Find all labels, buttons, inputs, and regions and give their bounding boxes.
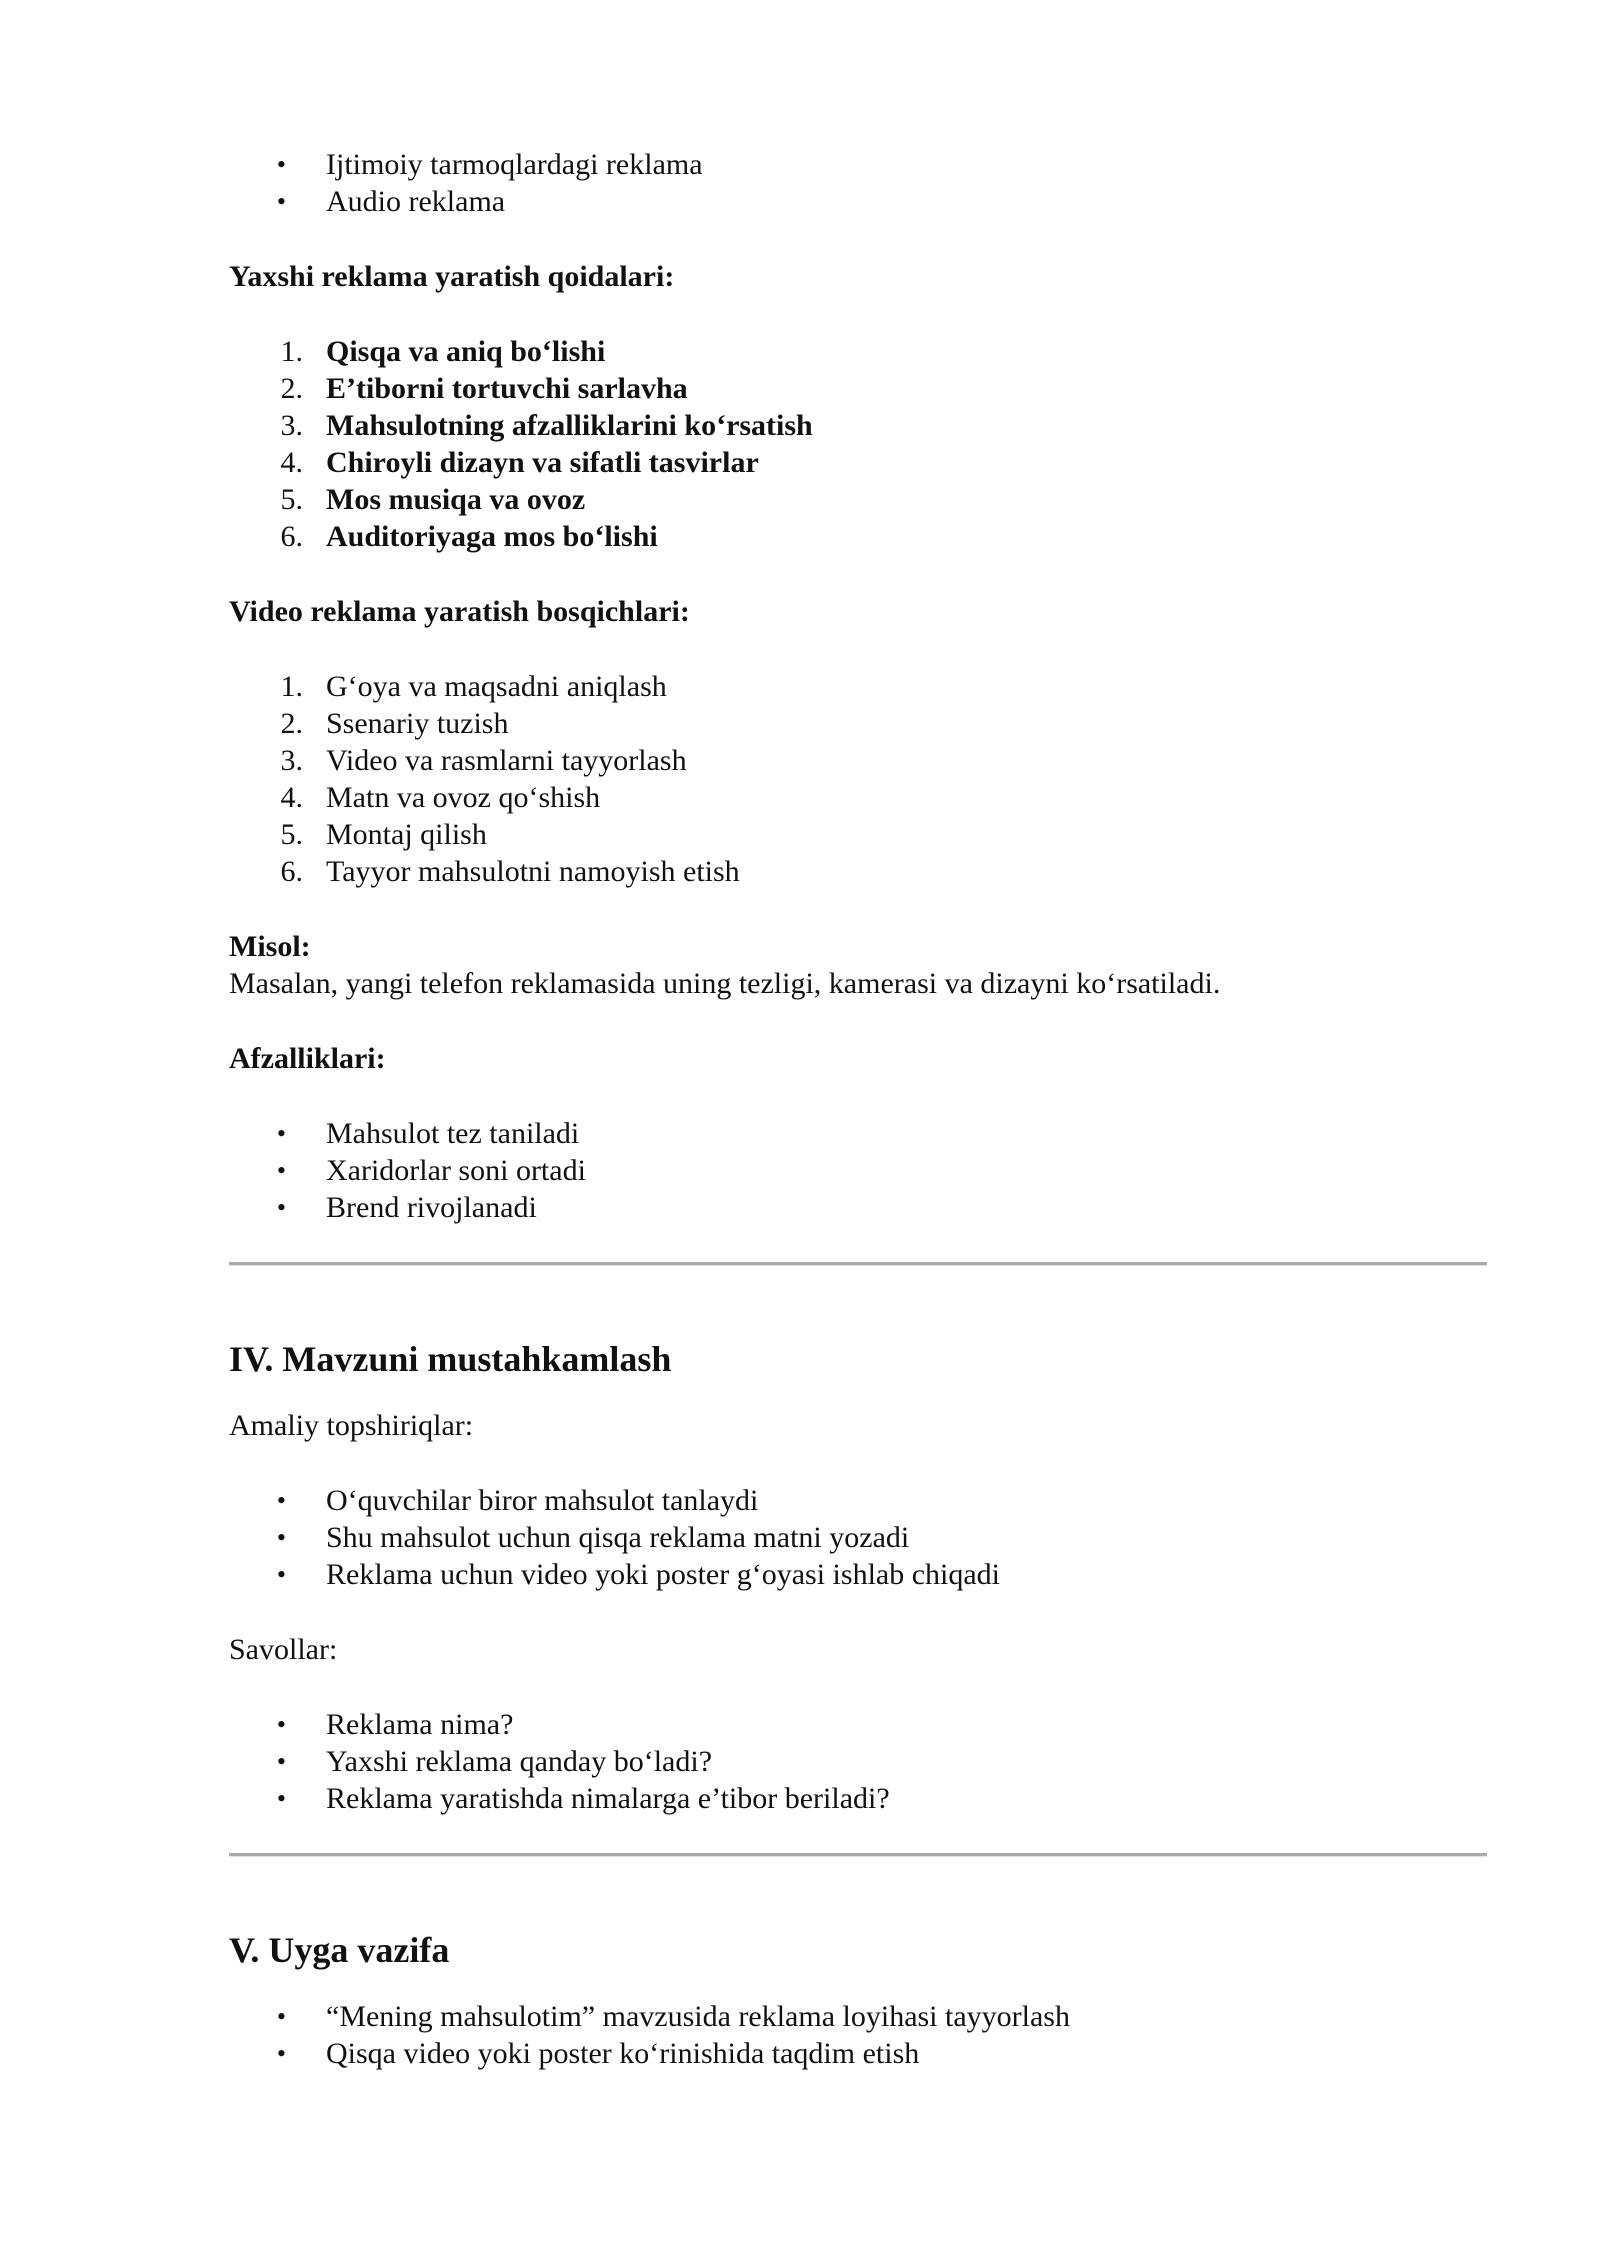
list-item: [229, 370, 1487, 407]
list-item: [229, 1556, 1487, 1593]
list-item: [229, 1706, 1487, 1743]
list-item-text: Reklama yaratishda nimalarga e’tibor beriladi?: [326, 1782, 890, 1815]
advantages-heading: Afzalliklari:: [229, 1042, 386, 1075]
number-marker: 1.: [280, 670, 303, 703]
list-item: [229, 1780, 1487, 1817]
list-item: [229, 779, 1487, 816]
list-item: [229, 853, 1487, 890]
number-marker: 2.: [280, 372, 303, 405]
list-item: [229, 668, 1487, 705]
list-item: [229, 407, 1487, 444]
bullet-marker: •: [276, 1560, 286, 1589]
number-marker: 4.: [280, 446, 303, 479]
list-item: [229, 333, 1487, 370]
list-item: [229, 444, 1487, 481]
rules-numbered-list: [229, 333, 1487, 555]
example-text: Masalan, yangi telefon reklamasida uning tezligi, kamerasi va dizayni ko‘rsatiladi.: [229, 967, 1221, 1000]
number-marker: 4.: [280, 781, 303, 814]
bullet-marker: •: [276, 2002, 286, 2031]
list-item-text: Auditoriyaga mos bo‘lishi: [326, 520, 658, 553]
list-item-text: O‘quvchilar biror mahsulot tanlaydi: [326, 1484, 759, 1517]
homework-bullet-list: [229, 1998, 1487, 2072]
rules-heading: Yaxshi reklama yaratish qoidalari:: [229, 260, 675, 293]
list-item-text: Reklama nima?: [326, 1708, 514, 1741]
list-item-text: Tayyor mahsulotni namoyish etish: [326, 855, 740, 888]
advantages-bullet-list: [229, 1115, 1487, 1226]
list-item-text: Mahsulotning afzalliklarini ko‘rsatish: [326, 409, 813, 442]
list-item-text: Xaridorlar soni ortadi: [326, 1154, 586, 1187]
number-marker: 2.: [280, 707, 303, 740]
list-item-text: Montaj qilish: [326, 818, 487, 851]
list-item: [229, 816, 1487, 853]
list-item: [229, 481, 1487, 518]
list-item: [229, 518, 1487, 555]
number-marker: 1.: [280, 335, 303, 368]
list-item: [229, 1519, 1487, 1556]
number-marker: 6.: [280, 855, 303, 888]
bullet-marker: •: [276, 1119, 286, 1148]
bullet-marker: •: [276, 1486, 286, 1515]
list-item: [229, 1152, 1487, 1189]
list-item-text: Audio reklama: [326, 185, 506, 218]
section-iv-title: IV. Mavzuni mustahkamlash: [229, 1339, 672, 1379]
section-v-title: V. Uyga vazifa: [229, 1930, 450, 1970]
bullet-marker: •: [276, 1193, 286, 1222]
list-item: [229, 183, 1487, 220]
list-item: [229, 1743, 1487, 1780]
list-item-text: “Mening mahsulotim” mavzusida reklama loyihasi tayyorlash: [326, 2000, 1070, 2033]
bullet-marker: •: [276, 2039, 286, 2068]
number-marker: 5.: [280, 818, 303, 851]
top-bullet-list: [229, 146, 1487, 220]
list-item-text: Brend rivojlanadi: [326, 1191, 537, 1224]
questions-bullet-list: [229, 1706, 1487, 1817]
list-item: [229, 146, 1487, 183]
number-marker: 5.: [280, 483, 303, 516]
document-page: [229, 146, 1487, 2072]
list-item-text: Matn va ovoz qo‘shish: [326, 781, 601, 814]
tasks-label: Amaliy topshiriqlar:: [229, 1409, 474, 1442]
list-item: [229, 1482, 1487, 1519]
bullet-marker: •: [276, 1784, 286, 1813]
list-item-text: Mos musiqa va ovoz: [326, 483, 586, 516]
list-item: [229, 1189, 1487, 1226]
list-item-text: Ijtimoiy tarmoqlardagi reklama: [326, 148, 703, 181]
bullet-marker: •: [276, 1710, 286, 1739]
tasks-bullet-list: [229, 1482, 1487, 1593]
list-item: [229, 742, 1487, 779]
number-marker: 3.: [280, 409, 303, 442]
list-item-text: E’tiborni tortuvchi sarlavha: [326, 372, 688, 405]
bullet-marker: •: [276, 187, 286, 216]
list-item-text: Shu mahsulot uchun qisqa reklama matni yozadi: [326, 1521, 910, 1554]
list-item-text: G‘oya va maqsadni aniqlash: [326, 670, 667, 703]
bullet-marker: •: [276, 1523, 286, 1552]
example-heading: Misol:: [229, 930, 311, 963]
bullet-marker: •: [276, 1747, 286, 1776]
list-item-text: Video va rasmlarni tayyorlash: [326, 744, 687, 777]
number-marker: 3.: [280, 744, 303, 777]
list-item: [229, 1115, 1487, 1152]
bullet-marker: •: [276, 1156, 286, 1185]
list-item-text: Mahsulot tez taniladi: [326, 1117, 580, 1150]
list-item-text: Yaxshi reklama qanday bo‘ladi?: [326, 1745, 713, 1778]
bullet-marker: •: [276, 150, 286, 179]
list-item-text: Ssenariy tuzish: [326, 707, 509, 740]
list-item: [229, 2035, 1487, 2072]
list-item: [229, 1998, 1487, 2035]
list-item-text: Reklama uchun video yoki poster g‘oyasi ishlab chiqadi: [326, 1558, 1001, 1591]
list-item: [229, 705, 1487, 742]
video-steps-numbered-list: [229, 668, 1487, 890]
list-item-text: Chiroyli dizayn va sifatli tasvirlar: [326, 446, 759, 479]
questions-label: Savollar:: [229, 1633, 338, 1666]
number-marker: 6.: [280, 520, 303, 553]
list-item-text: Qisqa video yoki poster ko‘rinishida taqdim etish: [326, 2037, 920, 2070]
list-item-text: Qisqa va aniq bo‘lishi: [326, 335, 606, 368]
video-steps-heading: Video reklama yaratish bosqichlari:: [229, 595, 690, 628]
